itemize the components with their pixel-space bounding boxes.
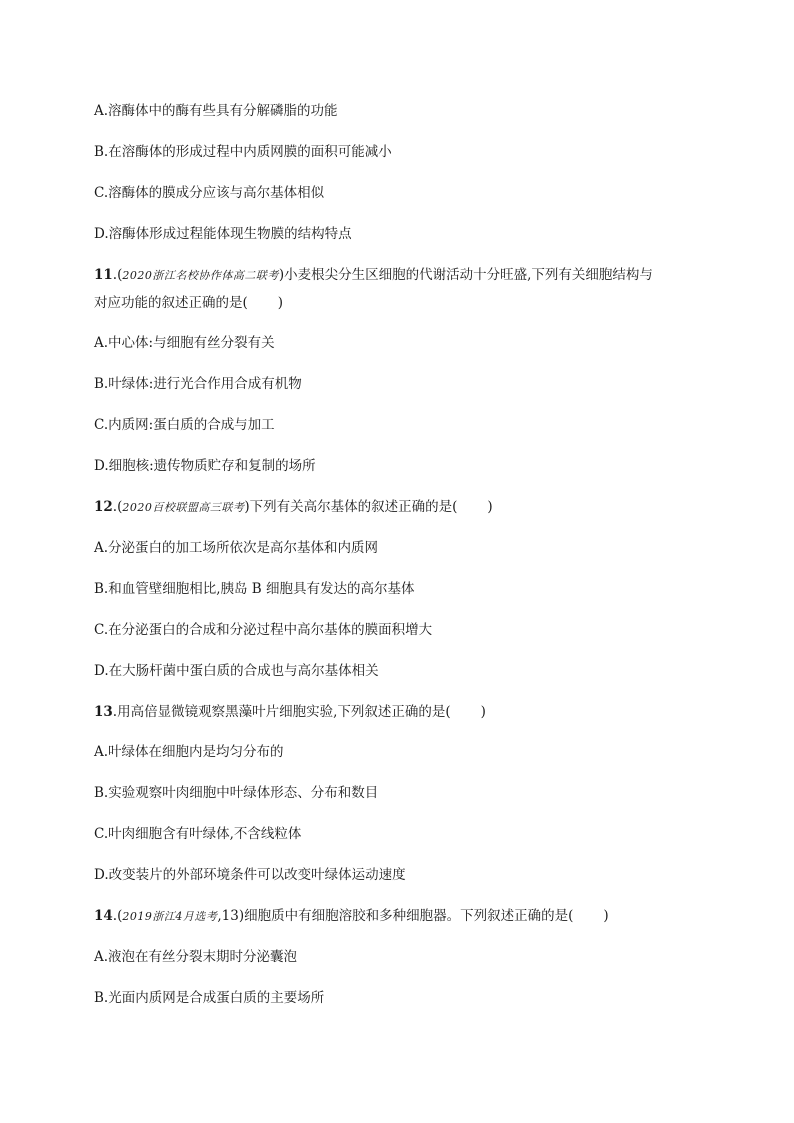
q11-stem-text2: 对应功能的叙述正确的是( — [94, 295, 248, 311]
q11-stem-line1 — [94, 266, 653, 285]
q14-source-open: .( — [112, 908, 123, 924]
q12-stem-text: )下列有关高尔基体的叙述正确的是( — [244, 499, 458, 515]
q14-stem-close: ) — [603, 908, 609, 924]
q12-option-c: C.在分泌蛋白的合成和分泌过程中高尔基体的膜面积增大 — [94, 622, 433, 638]
q12-option-d: D.在大肠杆菌中蛋白质的合成也与高尔基体相关 — [94, 663, 379, 679]
q14-option-b: B.光面内质网是合成蛋白质的主要场所 — [94, 990, 325, 1006]
q11-number: 11 — [94, 267, 113, 283]
q13-option-a: A.叶绿体在细胞内是均匀分布的 — [94, 744, 284, 760]
q11-option-b: B.叶绿体:进行光合作用合成有机物 — [94, 376, 302, 392]
q13-stem — [94, 703, 486, 721]
prev-option-d: D.溶酶体形成过程能体现生物膜的结构特点 — [94, 226, 352, 242]
q13-stem-text: .用高倍显微镜观察黑藻叶片细胞实验,下列叙述正确的是( — [112, 704, 451, 720]
q13-stem-close: ) — [480, 704, 486, 720]
q12-stem-close: ) — [487, 499, 493, 515]
prev-option-c: C.溶酶体的膜成分应该与高尔基体相似 — [94, 185, 325, 201]
q12-option-a: A.分泌蛋白的加工场所依次是高尔基体和内质网 — [94, 540, 379, 556]
q11-stem-line2 — [94, 294, 283, 312]
q12-source: 2020百校联盟高三联考 — [122, 501, 245, 514]
q11-source-open: .( — [112, 267, 123, 283]
q11-stem-text: )小麦根尖分生区细胞的代谢活动十分旺盛,下列有关细胞结构与 — [278, 267, 653, 283]
q13-option-d: D.改变装片的外部环境条件可以改变叶绿体运动速度 — [94, 867, 406, 883]
q11-stem-close: ) — [277, 295, 284, 311]
q11-option-a: A.中心体:与细胞有丝分裂有关 — [94, 335, 275, 351]
q12-option-b: B.和血管壁细胞相比,胰岛 B 细胞具有发达的高尔基体 — [94, 581, 415, 597]
q14-number: 14 — [94, 908, 113, 924]
q14-source: 2019浙江4月选考 — [122, 910, 218, 923]
q11-option-d: D.细胞核:遗传物质贮存和复制的场所 — [94, 458, 316, 474]
q12-source-open: .( — [112, 499, 123, 515]
prev-option-b: B.在溶酶体的形成过程中内质网膜的面积可能减小 — [94, 144, 392, 160]
q13-option-b: B.实验观察叶肉细胞中叶绿体形态、分布和数目 — [94, 785, 379, 801]
q14-stem — [94, 907, 609, 926]
q13-option-c: C.叶肉细胞含有叶绿体,不含线粒体 — [94, 826, 302, 842]
q12-stem — [94, 498, 493, 517]
q14-option-a: A.液泡在有丝分裂末期时分泌囊泡 — [94, 949, 298, 965]
q13-number: 13 — [94, 704, 113, 720]
q12-number: 12 — [94, 499, 113, 515]
q14-stem-text: ,13)细胞质中有细胞溶胶和多种细胞器。下列叙述正确的是( — [217, 908, 574, 924]
q11-option-c: C.内质网:蛋白质的合成与加工 — [94, 417, 275, 433]
q11-source: 2020浙江名校协作体高二联考 — [122, 269, 279, 282]
prev-option-a: A.溶酶体中的酶有些具有分解磷脂的功能 — [94, 103, 338, 119]
